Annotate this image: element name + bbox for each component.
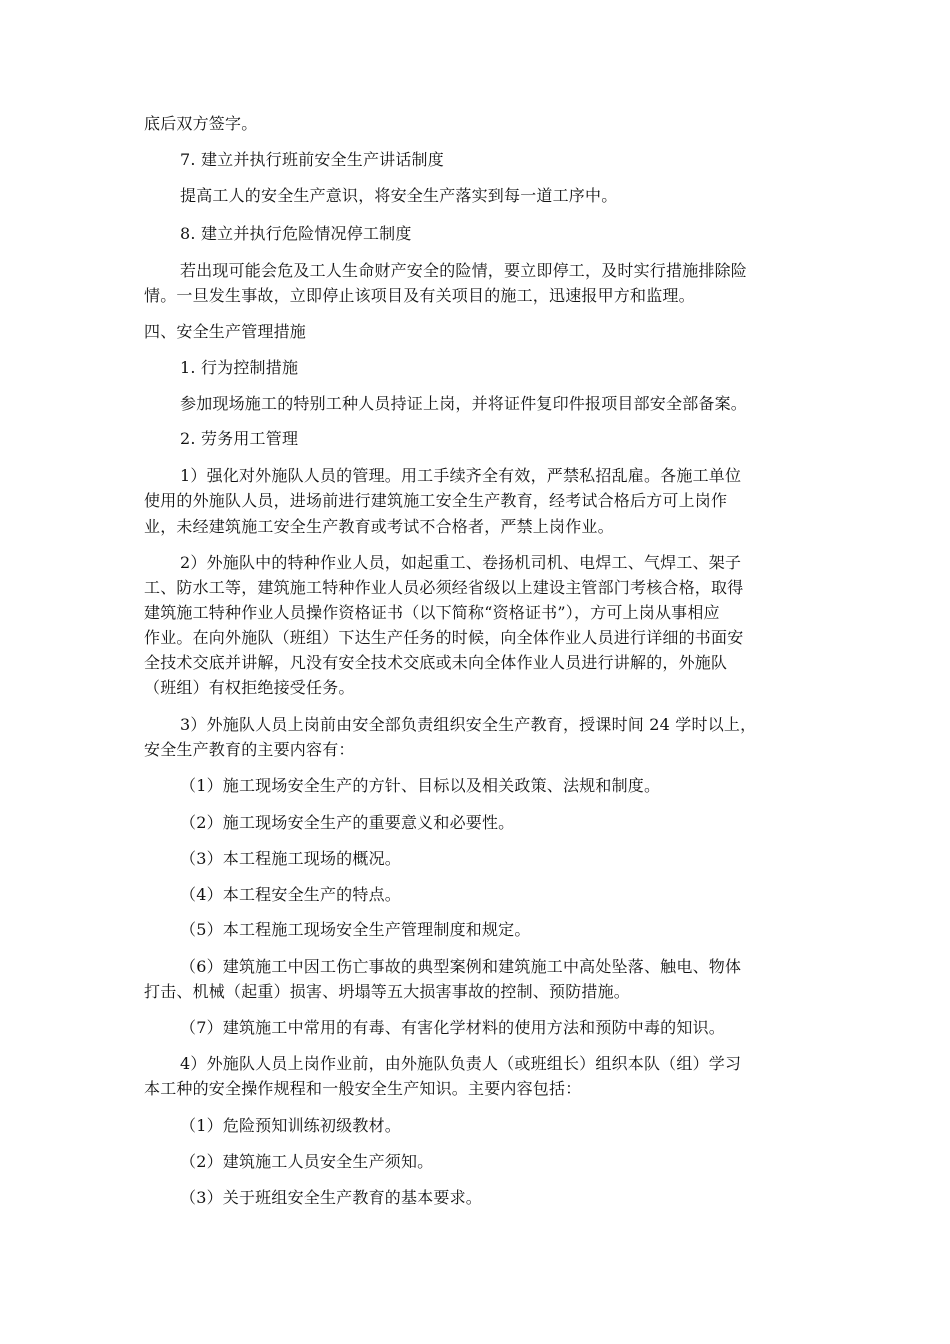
text-line: 情。一旦发生事故，立即停止该项目及有关项目的施工，迅速报甲方和监理。	[144, 286, 695, 305]
text-line: 建筑施工特种作业人员操作资格证书（以下简称“资格证书”），方可上岗从事相应	[144, 603, 720, 622]
text-line: 2）外施队中的特种作业人员，如起重工、卷扬机司机、电焊工、气焊工、架子	[180, 553, 742, 572]
text-line: 工、防水工等，建筑施工特种作业人员必须经省级以上建设主管部门考核合格，取得	[144, 578, 744, 597]
text-line: （班组）有权拒绝接受任务。	[144, 678, 355, 697]
text-line: 安全生产教育的主要内容有：	[144, 740, 355, 759]
list-item: （1）危险预知训练初级教材。	[180, 1116, 401, 1135]
text-line: 1）强化对外施队人员的管理。用工手续齐全有效，严禁私招乱雇。各施工单位	[180, 466, 742, 485]
list-item: （3）关于班组安全生产教育的基本要求。	[180, 1188, 482, 1207]
section-heading: 8. 建立并执行危险情况停工制度	[180, 224, 412, 243]
list-item: （3）本工程施工现场的概况。	[180, 849, 401, 868]
list-item: （2）建筑施工人员安全生产须知。	[180, 1152, 434, 1171]
list-item: （1）施工现场安全生产的方针、目标以及相关政策、法规和制度。	[180, 776, 661, 795]
text-line: 3）外施队人员上岗前由安全部负责组织安全生产教育，授课时间 24 学时以上，	[180, 715, 757, 734]
text-line: 4）外施队人员上岗作业前，由外施队负责人（或班组长）组织本队（组）学习	[180, 1054, 742, 1073]
list-item: （7）建筑施工中常用的有毒、有害化学材料的使用方法和预防中毒的知识。	[180, 1018, 725, 1037]
list-item: （6）建筑施工中因工伤亡事故的典型案例和建筑施工中高处坠落、触电、物体	[180, 957, 742, 976]
text-line: 全技术交底并讲解，凡没有安全技术交底或未向全体作业人员进行讲解的，外施队	[144, 653, 728, 672]
list-item: （4）本工程安全生产的特点。	[180, 885, 401, 904]
text-line: 业，未经建筑施工安全生产教育或考试不合格者，严禁上岗作业。	[144, 517, 614, 536]
section-heading: 2. 劳务用工管理	[180, 429, 299, 448]
text-line: 本工种的安全操作规程和一般安全生产知识。主要内容包括：	[144, 1079, 582, 1098]
chapter-heading: 四、安全生产管理措施	[144, 322, 307, 341]
text-line: 使用的外施队人员，进场前进行建筑施工安全生产教育，经考试合格后方可上岗作	[144, 491, 728, 510]
text-line: 参加现场施工的特别工种人员持证上岗，并将证件复印件报项目部安全部备案。	[180, 394, 748, 413]
section-heading: 7. 建立并执行班前安全生产讲话制度	[180, 150, 444, 169]
text-line: 作业。在向外施队（班组）下达生产任务的时候，向全体作业人员进行详细的书面安	[144, 628, 744, 647]
list-item: （2）施工现场安全生产的重要意义和必要性。	[180, 813, 515, 832]
text-line: 若出现可能会危及工人生命财产安全的险情，要立即停工，及时实行措施排除险	[180, 261, 748, 280]
text-line: 提高工人的安全生产意识，将安全生产落实到每一道工序中。	[180, 186, 618, 205]
text-line: 底后双方签字。	[144, 114, 258, 133]
section-heading: 1. 行为控制措施	[180, 358, 299, 377]
list-item-continuation: 打击、机械（起重）损害、坍塌等五大损害事故的控制、预防措施。	[144, 982, 631, 1001]
list-item: （5）本工程施工现场安全生产管理制度和规定。	[180, 920, 531, 939]
